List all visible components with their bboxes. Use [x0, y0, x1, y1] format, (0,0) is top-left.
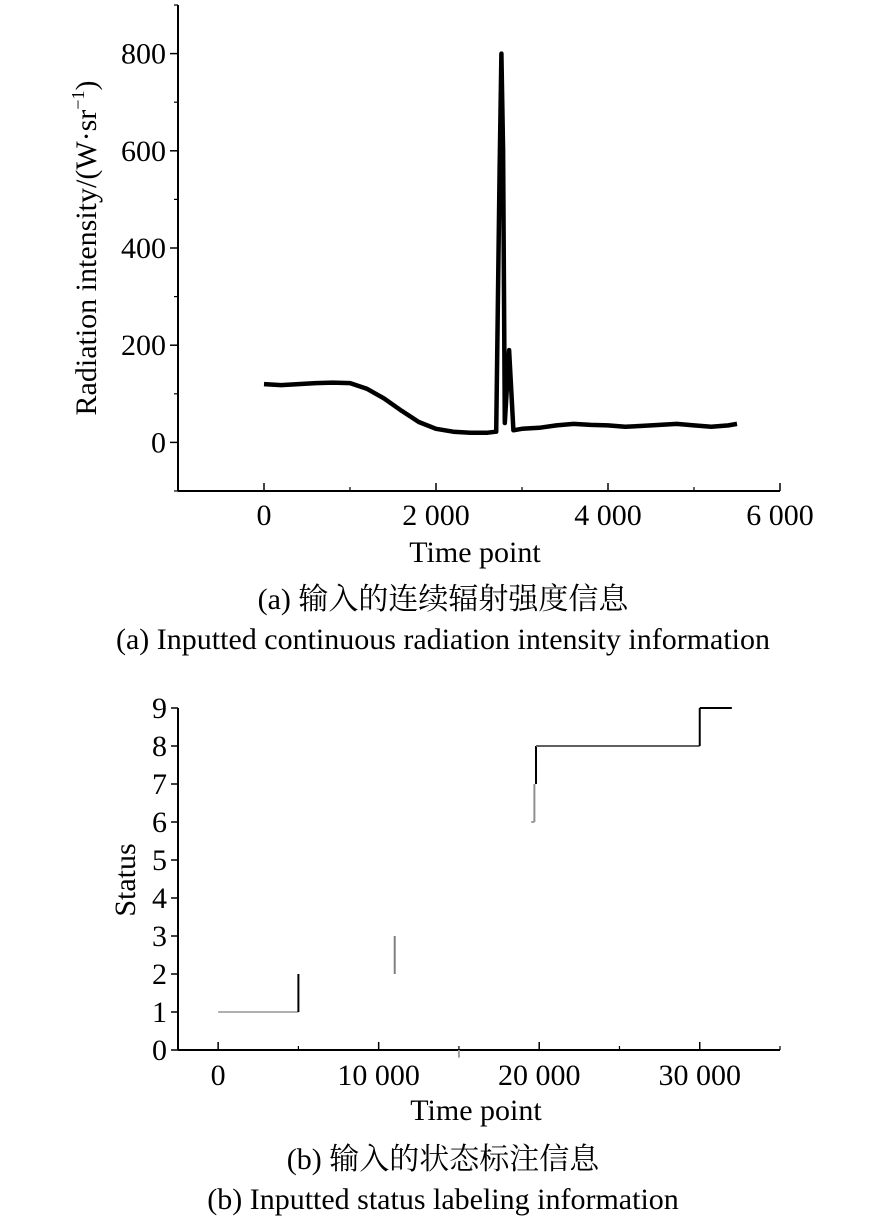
chart-a [68, 5, 814, 569]
chart-a-ticks [121, 5, 814, 532]
caption-b-chinese: (b) 输入的状态标注信息 [286, 1143, 600, 1176]
chart-b-x-tick-label: 0 [210, 1059, 226, 1092]
chart-b-y-tick-label: 3 [152, 920, 167, 953]
chart-b-y-tick-label: 2 [152, 958, 167, 991]
chart-a-x-tick-label: 0 [256, 499, 272, 532]
chart-a-axes [178, 5, 780, 491]
chart-b-y-tick-label: 4 [152, 882, 167, 915]
chart-b-y-tick-label: 8 [152, 730, 167, 763]
chart-b-axes [178, 708, 780, 1050]
chart-b-x-tick-label: 30 000 [658, 1059, 741, 1092]
chart-a-y-axis-label-sup: −1 [68, 90, 88, 110]
chart-b-x-axis-label: Time point [410, 1094, 542, 1127]
chart-a-x-tick-label: 6 000 [746, 499, 814, 532]
chart-a-y-axis-label-main: Radiation intensity/(W·sr [70, 109, 103, 416]
chart-a-x-tick-label: 2 000 [402, 499, 470, 532]
chart-b-y-tick-label: 0 [152, 1034, 167, 1067]
chart-b-y-tick-label: 5 [152, 844, 167, 877]
chart-b-y-axis-label: Status [109, 843, 142, 917]
chart-a-y-tick-label: 400 [121, 232, 166, 265]
chart-b-y-tick-label: 6 [152, 806, 167, 839]
caption-a-english: (a) Inputted continuous radiation intensity information [115, 623, 771, 656]
caption-b-english: (b) Inputted status labeling information [207, 1183, 679, 1216]
chart-b-x-tick-label: 20 000 [497, 1059, 581, 1092]
chart-b-x-tick-label: 10 000 [337, 1059, 420, 1092]
chart-b-ticks [152, 692, 780, 1092]
chart-b-series [218, 708, 732, 1058]
chart-a-y-axis-label [68, 81, 103, 416]
chart-a-series-line [264, 54, 737, 433]
chart-a-y-tick-label: 200 [121, 329, 166, 363]
chart-a-y-tick-label: 0 [151, 426, 166, 460]
chart-b-y-tick-label: 7 [152, 768, 167, 801]
chart-a-x-tick-label: 4 000 [574, 499, 642, 532]
chart-a-y-tick-label: 600 [121, 134, 166, 168]
chart-a-series [264, 54, 737, 433]
chart-a-y-tick-label: 800 [121, 37, 166, 71]
chart-b-y-tick-label: 9 [152, 692, 167, 725]
caption-a-chinese: (a) 输入的连续辐射强度信息 [257, 583, 629, 616]
chart-b [109, 692, 780, 1127]
chart-a-x-axis-label: Time point [409, 536, 541, 569]
chart-a-y-axis-label-close: ) [70, 80, 103, 91]
chart-b-y-tick-label: 1 [152, 996, 167, 1029]
